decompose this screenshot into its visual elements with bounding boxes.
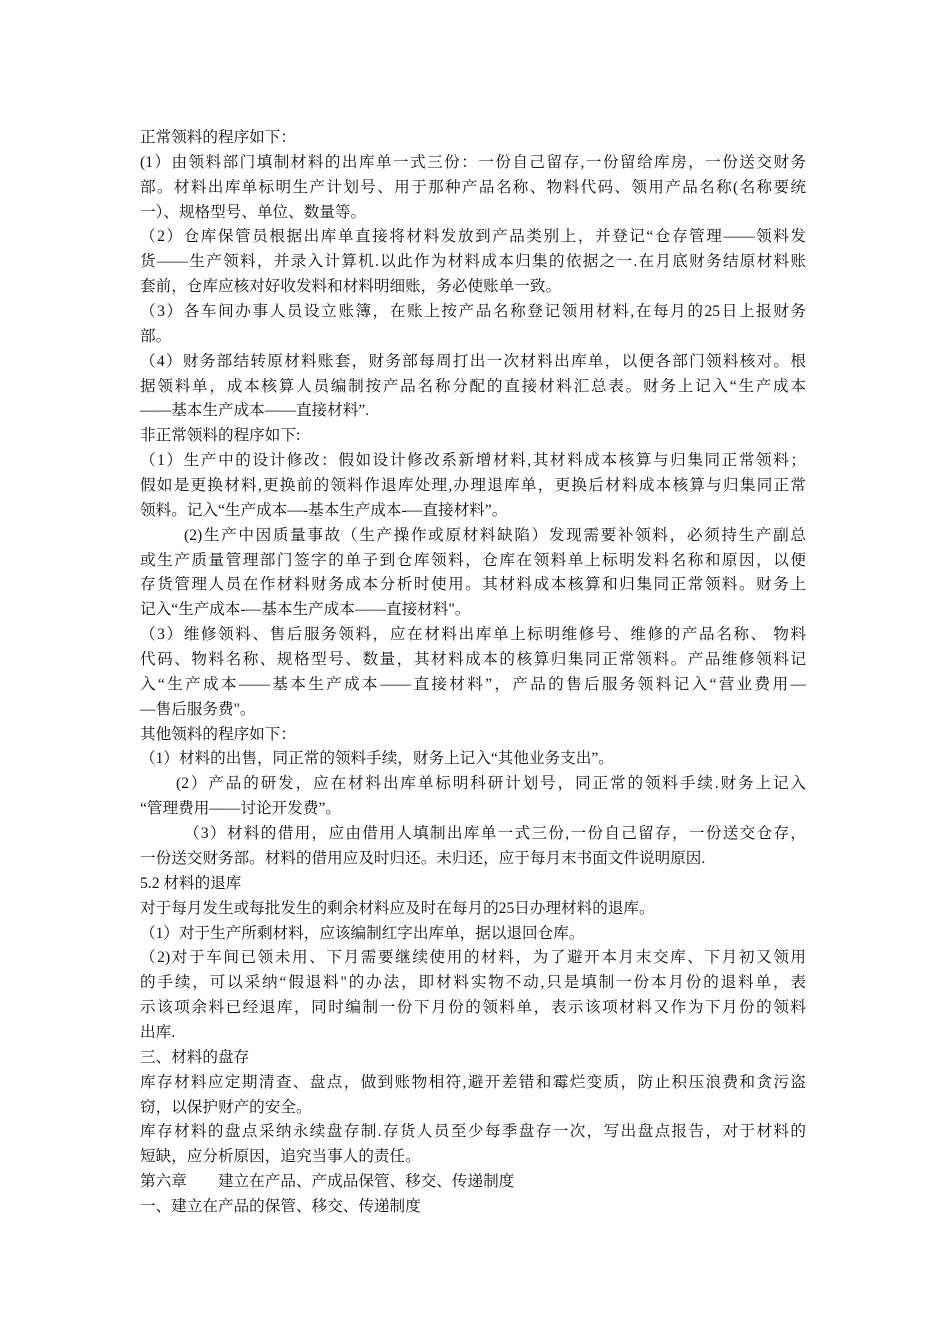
document-page	[140, 126, 806, 1220]
paragraph-line: (1）由领料部门填制材料的出库单一式三份：一份自己留存,一份留给库房，一份送交财务	[140, 153, 806, 171]
paragraph-line: （1）对于生产所剩材料，应该编制红字出库单，据以退回仓库。	[140, 924, 585, 942]
paragraph-line: —售后服务费"。	[140, 700, 256, 718]
paragraph-line: 或生产质量管理部门签字的单子到仓库领料，仓库在领料单上标明发料名称和原因，以便	[140, 551, 806, 569]
paragraph-line: “管理费用——讨论开发费”。	[140, 800, 341, 818]
paragraph-line: (2）产品的研发，应在材料出库单标明科研计划号，同正常的领料手续.财务上记入	[176, 775, 806, 793]
paragraph-line: 入“生产成本——基本生产成本——直接材料”，产品的售后服务领料记入“营业费用—	[140, 675, 806, 693]
paragraph-line: 套前，仓库应核对好收发料和材料明细账，务必使账单一致。	[140, 278, 562, 296]
section-heading-wip: 一、建立在产品的保管、移交、传递制度	[140, 1197, 421, 1215]
section-heading-inventory: 三、材料的盘存	[140, 1048, 250, 1066]
paragraph-line: 代码、物料名称、规格型号、数量，其材料成本的核算归集同正常领料。产品维修领料记	[140, 651, 806, 669]
paragraph-line: （1）生产中的设计修改：假如设计修改系新增材料,其材料成本核算与归集同正常领料；	[140, 452, 806, 470]
paragraph-line: 库存材料应定期清查、盘点，做到账物相符,避开差错和霉烂变质，防止积压浪费和贪污盗	[140, 1073, 806, 1091]
paragraph-line: 库存材料的盘点采纳永续盘存制.存货人员至少每季盘存一次，写出盘点报告，对于材料的	[140, 1123, 806, 1141]
paragraph-line: （4）财务部结转原材料账套，财务部每周打出一次材料出库单，以便各部门领料核对。根	[140, 352, 806, 370]
paragraph-line: （3）材料的借用，应由借用人填制出库单一式三份,一份自己留存，一份送交仓存，	[184, 825, 806, 843]
heading-other-procedure: 其他领料的程序如下：	[140, 725, 296, 743]
paragraph-line: 短缺，应分析原因，追究当事人的责任。	[140, 1148, 421, 1166]
section-heading-5-2: 5.2 材料的退库	[140, 874, 242, 892]
paragraph-line: 一）、规格型号、单位、数量等。	[140, 203, 367, 221]
paragraph-line: 假如是更换材料,更换前的领料作退库处理,办理退库单，更换后材料成本核算与归集同正常	[140, 477, 806, 495]
paragraph-line: 货——生产领料，并录入计算机.以此作为材料成本归集的依据之一.在月底财务结原材料账	[140, 253, 806, 271]
paragraph-line: （1）材料的出售，同正常的领料手续，财务上记入“其他业务支出”。	[140, 750, 614, 768]
paragraph-line: 领料。记入“生产成本—-基本生产成本-—直接材料”。	[140, 501, 508, 519]
paragraph-line: 记入“生产成本-—基本生产成本——直接材料"。	[140, 601, 471, 619]
chapter-heading-6: 第六章 建立在产品、产成品保管、移交、传递制度	[140, 1173, 515, 1191]
paragraph-line: 据领料单，成本核算人员编制按产品名称分配的直接材料汇总表。财务上记入“生产成本	[140, 377, 806, 395]
paragraph-line: 窃，以保护财产的安全。	[140, 1098, 312, 1116]
paragraph-line: 部。	[140, 327, 172, 345]
paragraph-line: 一份送交财务部。材料的借用应及时归还。未归还，应于每月末书面文件说明原因.	[140, 849, 706, 867]
paragraph-line: 部。材料出库单标明生产计划号、用于那种产品名称、物料代码、领用产品名称(名称要统	[140, 178, 806, 196]
heading-abnormal-procedure: 非正常领料的程序如下:	[140, 427, 301, 445]
paragraph-line: 的手续，可以采纳“假退料"的办法，即材料实物不动,只是填制一份本月份的退料单，表	[140, 974, 806, 992]
paragraph-line: （3）维修领料、售后服务领料，应在材料出库单上标明维修号、维修的产品名称、 物料	[140, 626, 806, 644]
heading-normal-procedure: 正常领料的程序如下：	[140, 129, 296, 146]
paragraph-line: （3）各车间办事人员设立账簿，在账上按产品名称登记领用材料,在每月的25日上报财务	[140, 303, 806, 321]
paragraph-line: 对于每月发生或每批发生的剩余材料应及时在每月的25日办理材料的退库。	[140, 899, 655, 917]
paragraph-line: （2）仓库保管员根据出库单直接将材料发放到产品类别上，并登记“仓存管理——领料发	[140, 228, 806, 246]
paragraph-line: 出库.	[140, 1023, 176, 1041]
paragraph-line: (2)生产中因质量事故（生产操作或原材料缺陷）发现需要补领料，必须持生产副总	[184, 526, 806, 544]
paragraph-line: 示该项余料已经退库，同时编制一份下月份的领料单，表示该项材料又作为下月份的领料	[140, 999, 806, 1017]
paragraph-line: （2)对于车间已领未用、下月需要继续使用的材料，为了避开本月末交库、下月初又领用	[140, 949, 806, 967]
paragraph-line: 存货管理人员在作材料财务成本分析时使用。其材料成本核算和归集同正常领料。财务上	[140, 576, 806, 594]
paragraph-line: ——基本生产成本——直接材料”.	[140, 402, 370, 420]
